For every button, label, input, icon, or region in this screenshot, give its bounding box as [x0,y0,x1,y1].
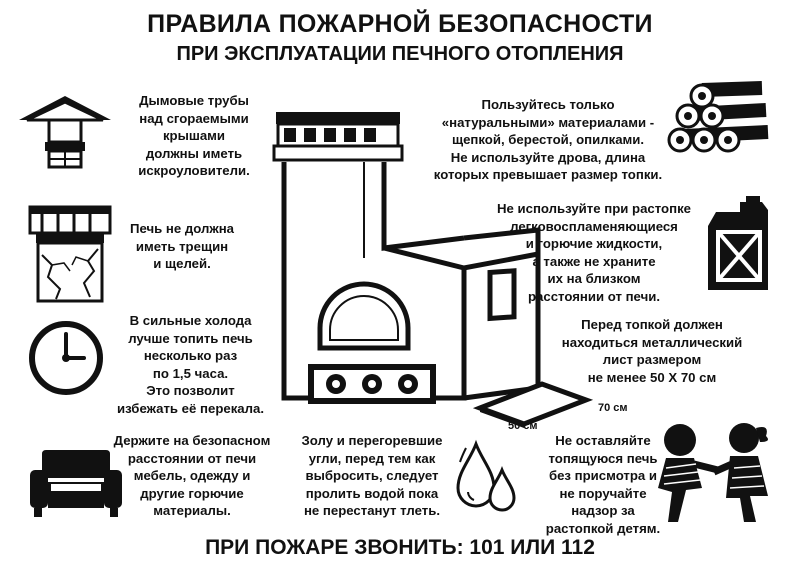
rule-metal-sheet-text: Перед топкой должен находиться металлический лист размером не менее 50 Х 70 см [561,317,743,385]
water-drops-icon [452,440,524,516]
rule-ashes-text: Золу и перегоревшие угли, перед тем как выбросить, следует пролить водой пока не перестанут тлеть. [301,433,443,518]
title-line-1: ПРАВИЛА ПОЖАРНОЙ БЕЗОПАСНОСТИ [147,10,653,38]
rule-furniture-text: Держите на безопасном расстоянии от печи мебель, одежду и другие горючие материалы. [113,433,271,518]
stove-illustration [268,108,588,428]
chimney-cap-icon [15,92,115,172]
sheet-width-label: 50 см [508,420,538,432]
rule-children-text: Не оставляйте топящуюся печь без присмотра и не поручайте надзор за растопкой детям. [545,433,661,536]
rule-liquids-text: Не используйте при растопке легковоспламеняющиеся и горючие жидкости, а также не храните их на близком расстоянии от печи. [496,201,692,304]
firewood-icon [668,84,772,164]
metal-sheet [480,384,586,424]
rule-cracks-text: Печь не должна иметь трещин и щелей. [130,221,234,271]
rule-cold-text: В сильные холода лучше топить печь несколько раз по 1,5 часа. Это позволит избежать её перекала. [116,313,265,416]
cracked-stove-icon [28,205,112,305]
sheet-depth-label: 70 см [598,402,628,414]
rule-wood-text: Пользуйтесь только «натуральными» материалами - щепкой, берестой, опилками. Не используйте дрова, длина которых превышает размер топки. [433,97,663,182]
title-line-2: ПРИ ЭКСПЛУАТАЦИИ ПЕЧНОГО ОТОПЛЕНИЯ [176,43,624,65]
clock-icon [26,318,106,398]
children-playing-icon [656,418,776,526]
rule-chimney-text: Дымовые трубы над сгораемыми крышами должны иметь искроуловители. [138,93,250,178]
stove-chimney [274,112,402,160]
sofa-icon [28,448,124,520]
fuel-canister-icon [702,196,778,294]
emergency-phone-footer: ПРИ ПОЖАРЕ ЗВОНИТЬ: 101 ИЛИ 112 [205,536,595,559]
